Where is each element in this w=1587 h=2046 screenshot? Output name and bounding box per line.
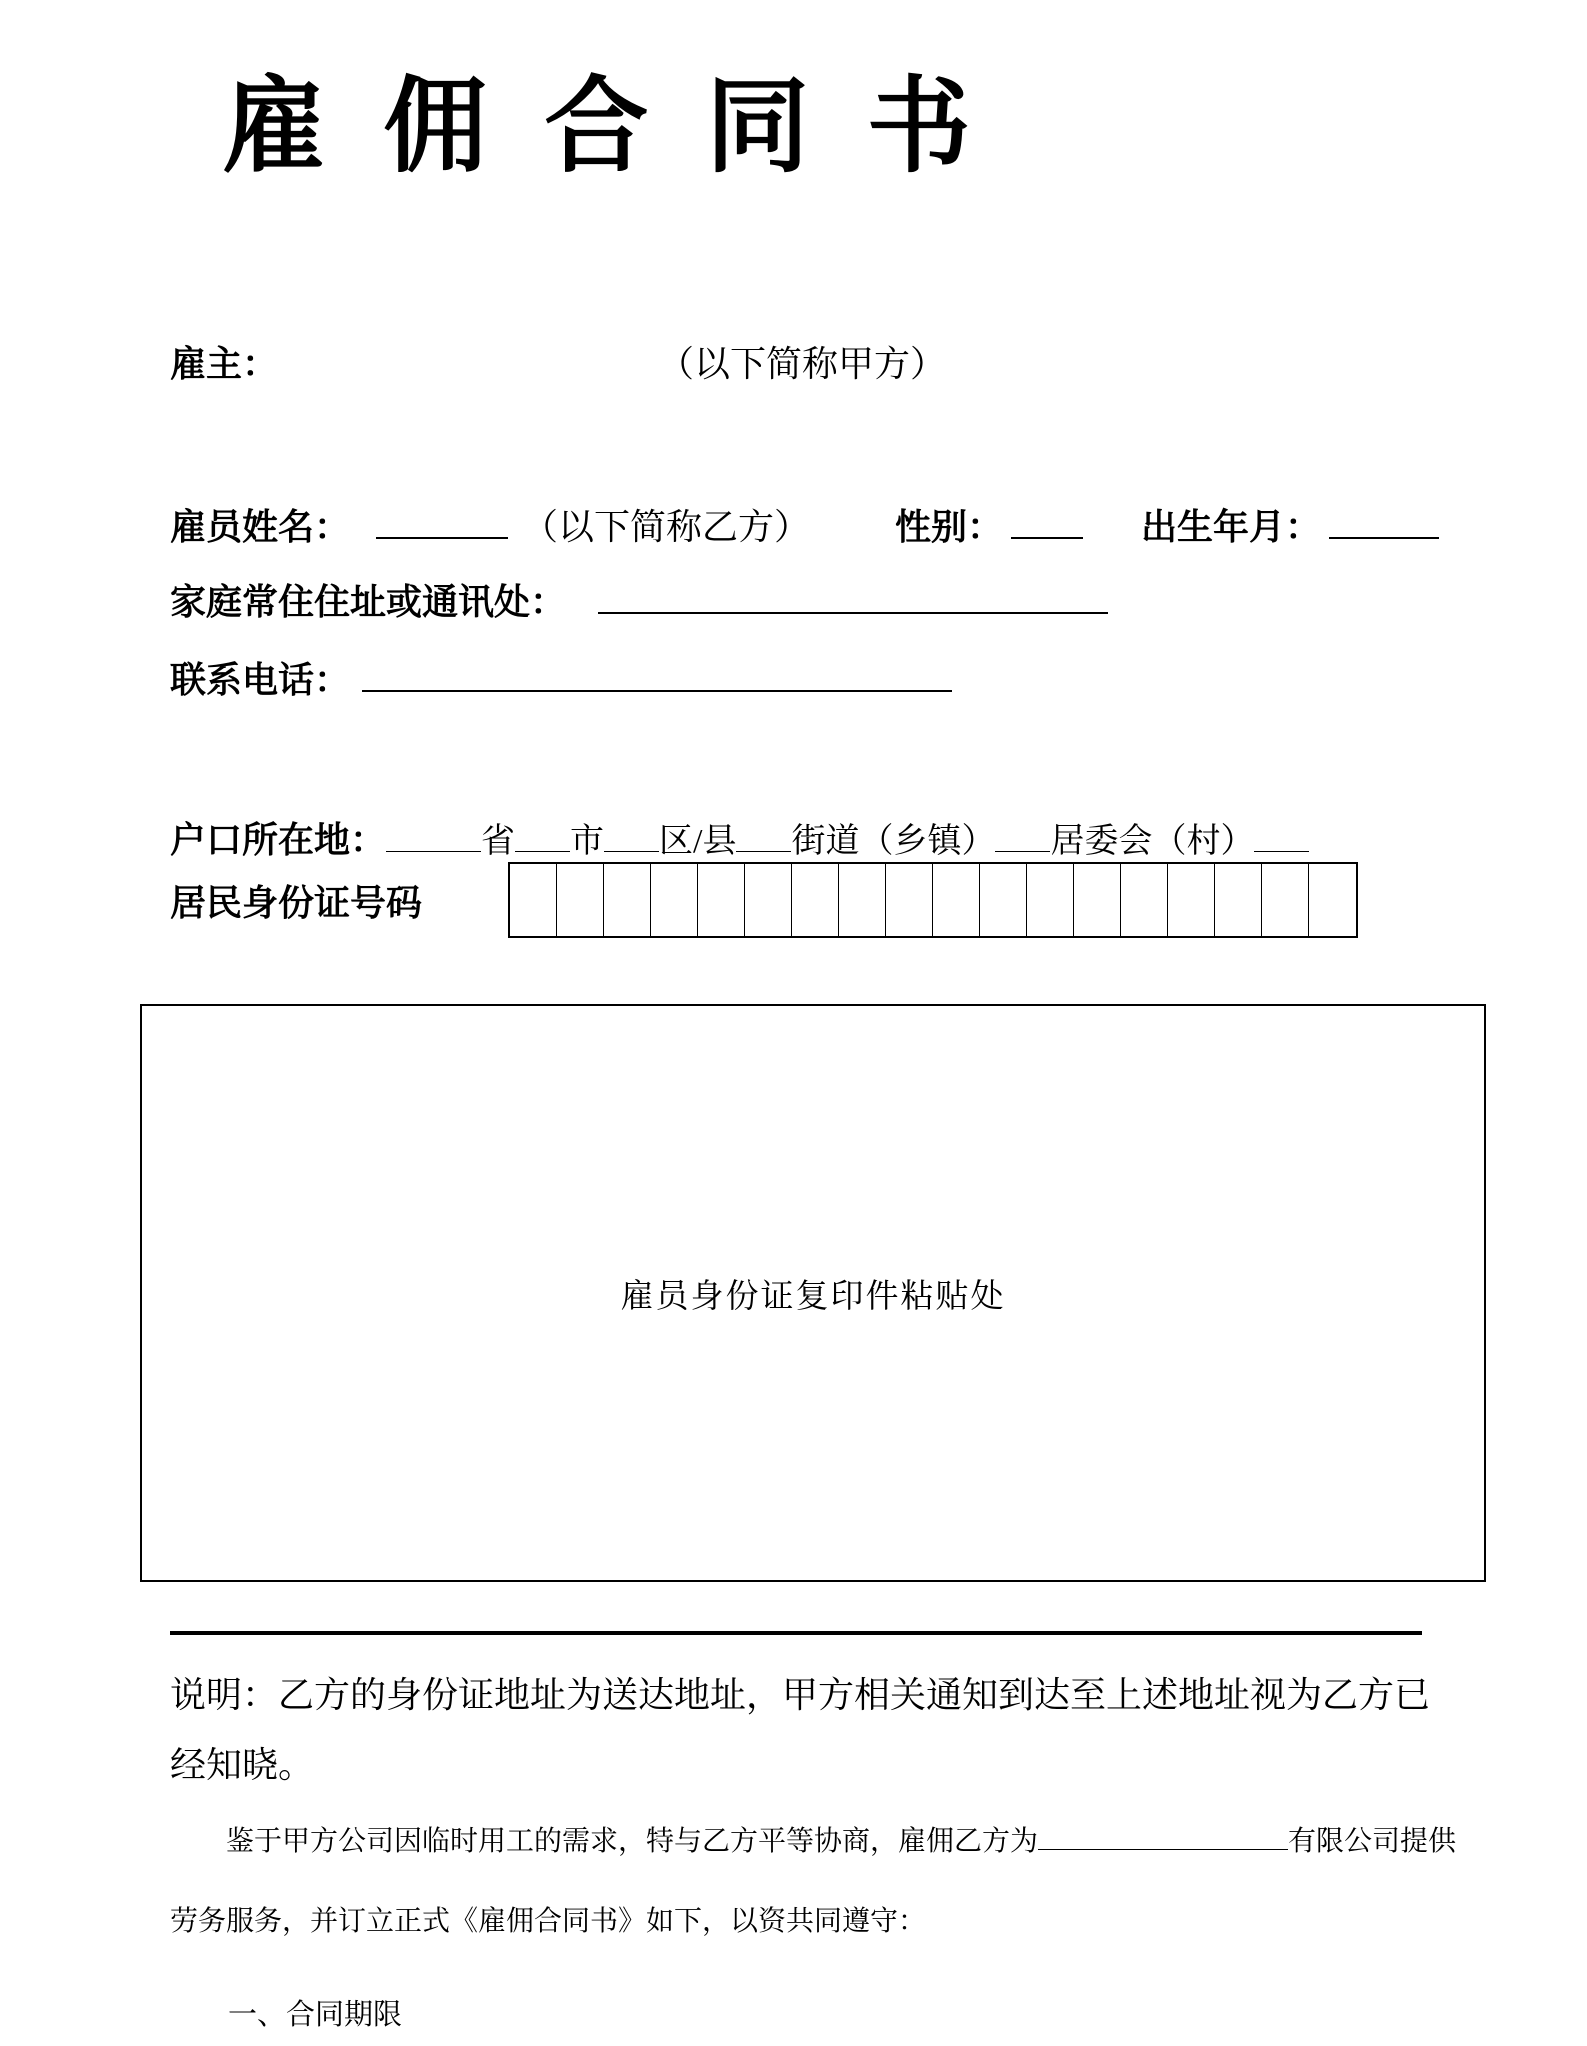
preamble-text-before-blank: 鉴于甲方公司因临时用工的需求，特与乙方平等协商，雇佣乙方为: [226, 1826, 1039, 1857]
household-parts: [386, 823, 1309, 860]
household-row: [170, 812, 1309, 863]
gender-blank[interactable]: [1011, 503, 1083, 539]
household-blank[interactable]: [515, 818, 570, 852]
id-number-grid: [508, 862, 1358, 938]
household-blank[interactable]: [386, 818, 481, 852]
id-digit-cell[interactable]: [604, 864, 651, 936]
id-digit-cell[interactable]: [1074, 864, 1121, 936]
id-number-label: 居民身份证号码: [170, 882, 423, 923]
id-digit-cell[interactable]: [839, 864, 886, 936]
employer-row: [170, 336, 946, 387]
household-blank[interactable]: [1254, 818, 1309, 852]
employee-party-b-note: （以下简称乙方）: [522, 507, 811, 547]
id-digit-cell[interactable]: [1215, 864, 1262, 936]
id-digit-cell[interactable]: [1168, 864, 1215, 936]
employer-party-a-note: （以下简称甲方）: [676, 344, 947, 384]
birth-date-label: 出生年月：: [1141, 507, 1322, 547]
id-digit-cell[interactable]: [1309, 864, 1356, 936]
household-part-label: 街道（乡镇）: [791, 823, 996, 860]
id-copy-paste-box-label: 雇员身份证复印件粘贴处: [620, 1278, 1006, 1315]
id-digit-cell[interactable]: [886, 864, 933, 936]
address-blank[interactable]: [598, 578, 1108, 614]
notice-paragraph: 说明：乙方的身份证地址为送达地址，甲方相关通知到达至上述地址视为乙方已经知晓。: [170, 1675, 1431, 1785]
id-digit-cell[interactable]: [557, 864, 604, 936]
gender-label: 性别：: [895, 507, 1004, 547]
employee-name-label: 雇员姓名：: [170, 507, 351, 547]
employee-row: [170, 499, 1439, 550]
id-number-row: [170, 862, 422, 938]
birth-date-blank[interactable]: [1329, 503, 1439, 539]
household-part-label: 区/县: [659, 823, 737, 860]
id-digit-cell[interactable]: [651, 864, 698, 936]
section-1-heading: 一、合同期限: [228, 1999, 403, 2031]
household-part-label: 市: [570, 823, 605, 860]
id-digit-cell[interactable]: [745, 864, 792, 936]
id-copy-paste-box[interactable]: [140, 1004, 1486, 1582]
company-name-blank[interactable]: [1038, 1822, 1288, 1850]
phone-blank[interactable]: [362, 656, 952, 692]
id-digit-cell[interactable]: [980, 864, 1027, 936]
household-label: 户口所在地：: [170, 820, 387, 860]
household-part-label: 居委会（村）: [1050, 823, 1255, 860]
household-blank[interactable]: [604, 818, 659, 852]
id-digit-cell[interactable]: [792, 864, 839, 936]
address-label: 家庭常住住址或通讯处：: [170, 582, 567, 622]
document-title: 雇佣合同书: [221, 70, 1028, 185]
phone-row: [170, 652, 952, 703]
preamble-paragraph: [170, 1802, 1462, 1962]
horizontal-divider: [170, 1631, 1422, 1635]
employee-name-blank[interactable]: [376, 503, 508, 539]
id-digit-cell[interactable]: [510, 864, 557, 936]
id-digit-cell[interactable]: [1121, 864, 1168, 936]
household-blank[interactable]: [995, 818, 1050, 852]
phone-label: 联系电话：: [170, 660, 351, 700]
id-digit-cell[interactable]: [1262, 864, 1309, 936]
household-blank[interactable]: [736, 818, 791, 852]
preamble-text-after-blank: 有限公司提供劳务服务，并订立正式《雇佣合同书》如下，以资共同遵守：: [170, 1826, 1457, 1937]
address-row: [170, 574, 1108, 625]
employer-label: 雇主：: [170, 344, 279, 384]
household-part-label: 省: [481, 823, 516, 860]
id-digit-cell[interactable]: [933, 864, 980, 936]
id-digit-cell[interactable]: [1027, 864, 1074, 936]
id-digit-cell[interactable]: [698, 864, 745, 936]
